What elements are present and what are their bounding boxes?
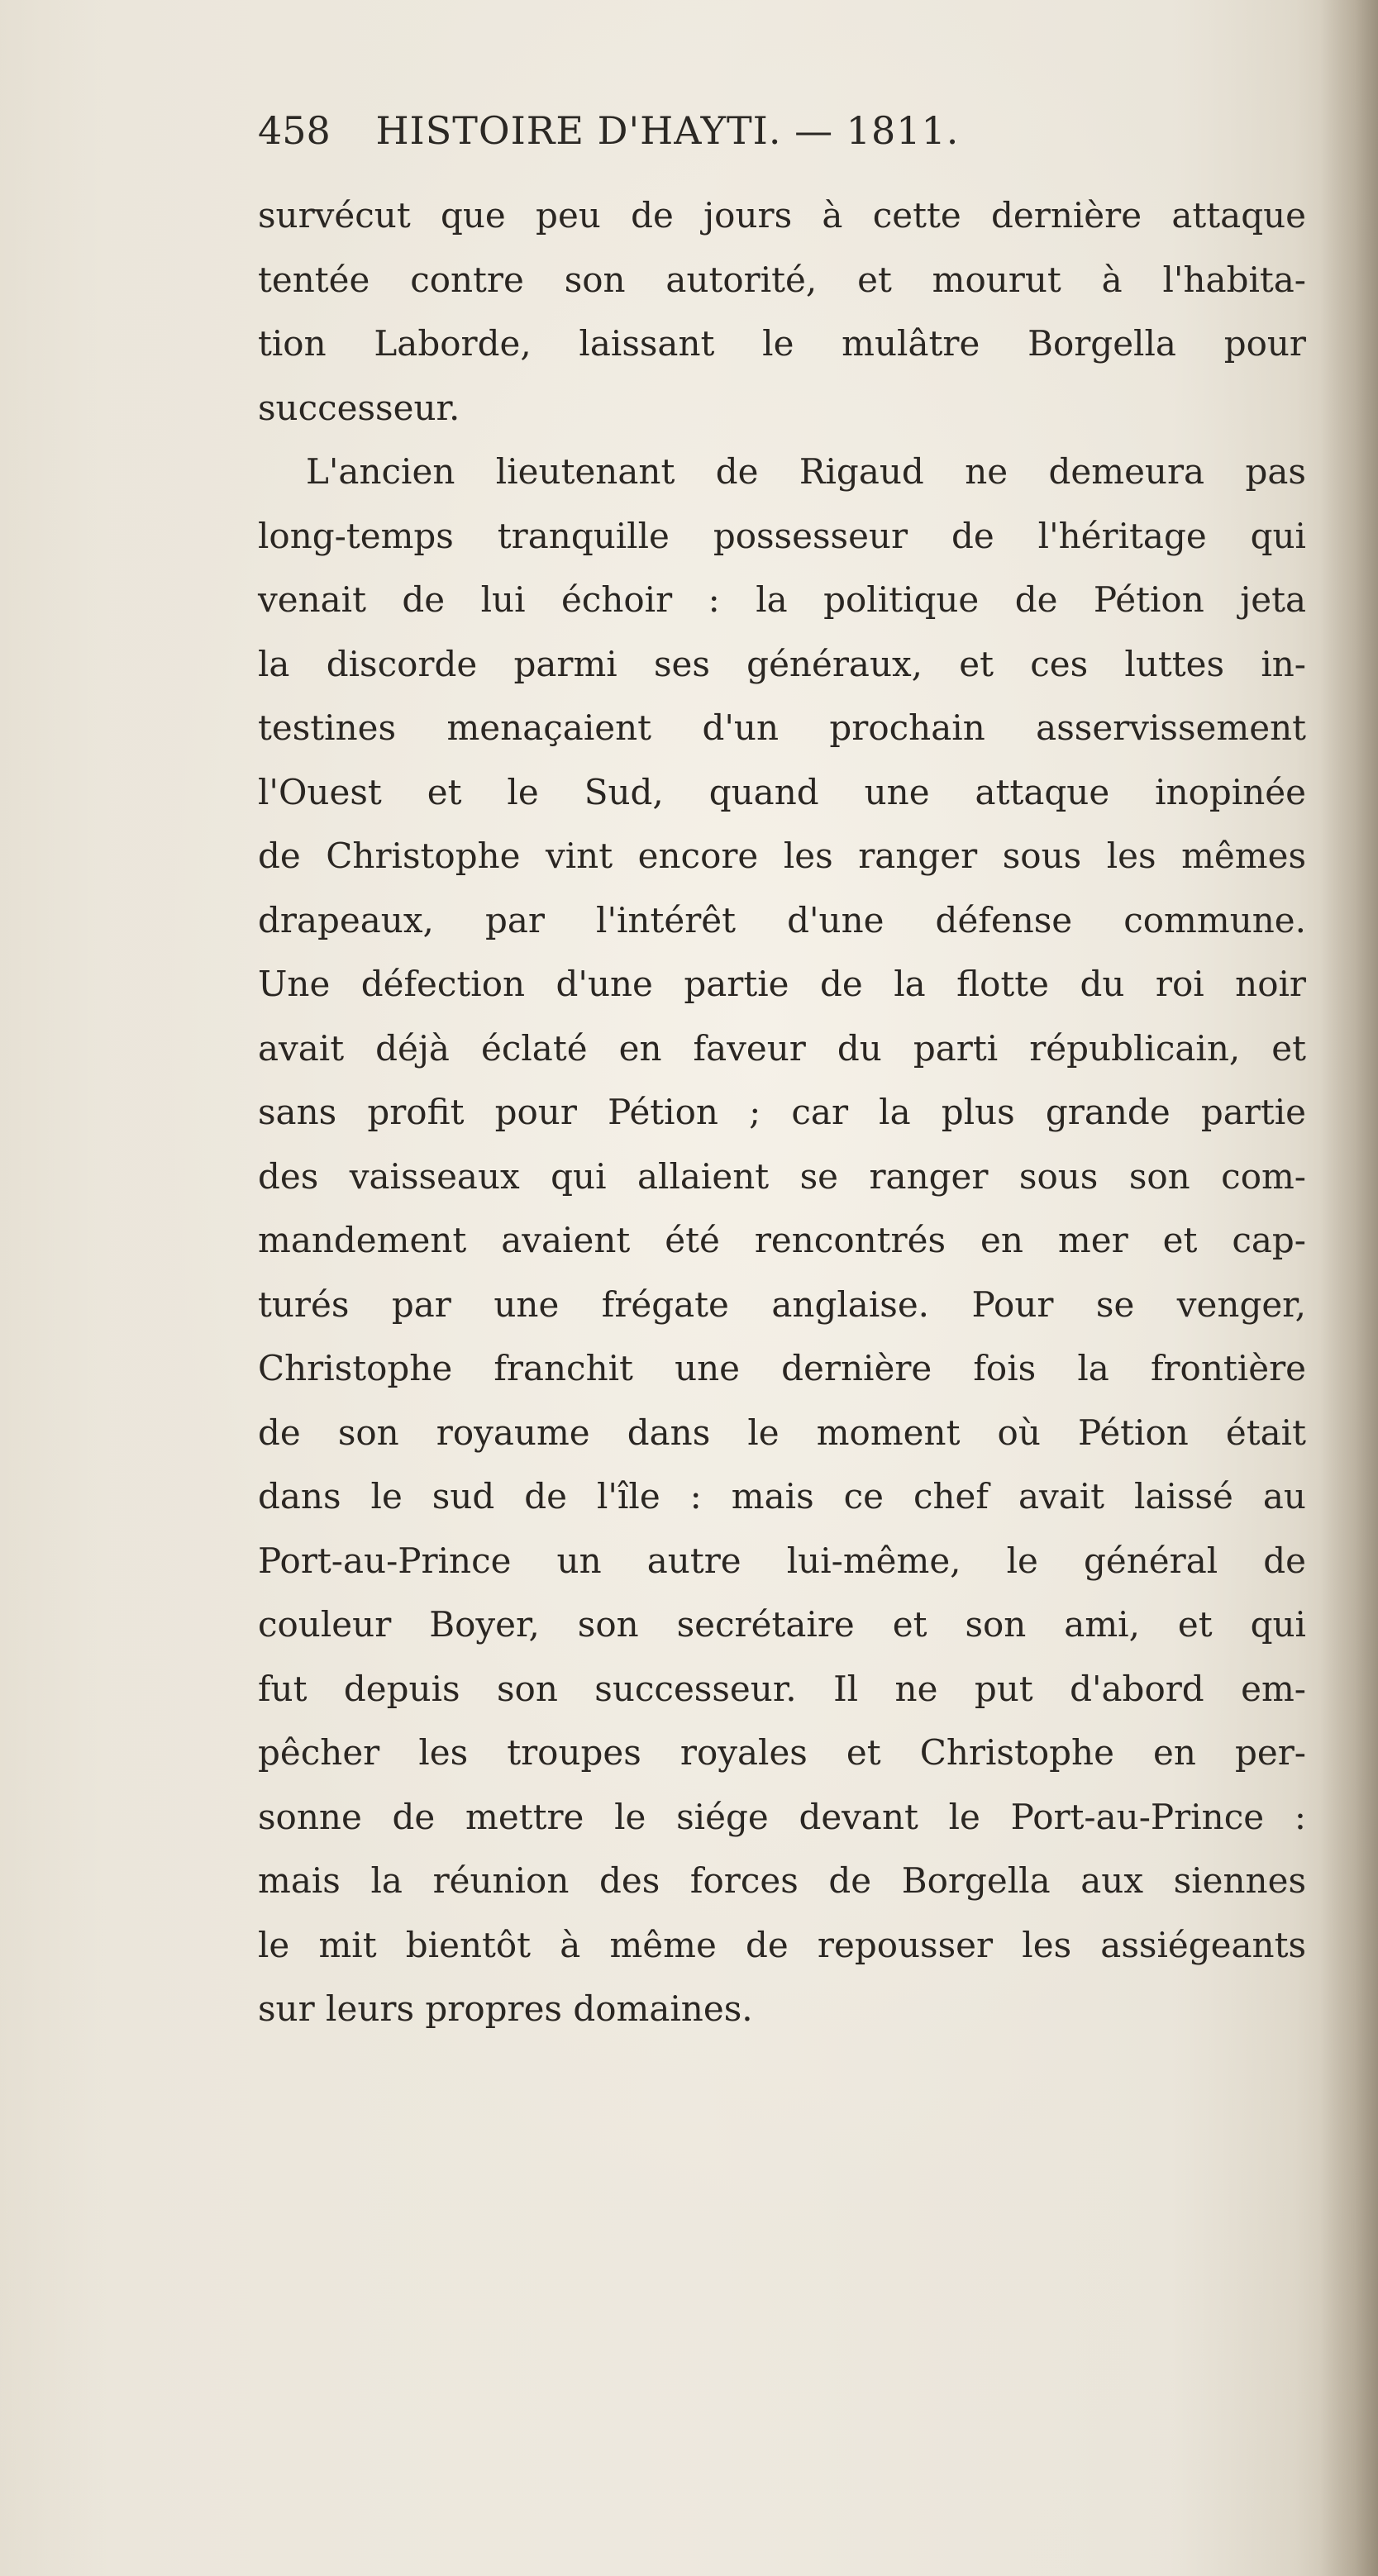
- text-line: de son royaume dans le moment où Pétion était: [258, 1412, 1306, 1453]
- text-line: turés par une frégate anglaise. Pour se venger,: [258, 1283, 1306, 1325]
- body-text: [258, 183, 1306, 2041]
- text-line: survécut que peu de jours à cette dernière attaque: [258, 195, 1306, 236]
- text-line: mandement avaient été rencontrés en mer et cap-: [258, 1220, 1306, 1260]
- text-line: tentée contre son autorité, et mourut à l'habita-: [258, 259, 1306, 300]
- text-line: fut depuis son successeur. Il ne put d'abord em-: [258, 1668, 1306, 1709]
- running-head: HISTOIRE D'HAYTI. — 1811.: [375, 108, 960, 153]
- text-line: tion Laborde, laissant le mulâtre Borgella pour: [258, 323, 1306, 364]
- text-line: pêcher les troupes royales et Christophe en per-: [258, 1732, 1306, 1773]
- text-line: de Christophe vint encore les ranger sous les mêmes: [258, 836, 1306, 876]
- text-line: sur leurs propres domaines.: [258, 1988, 753, 2029]
- text-line: testines menaçaient d'un prochain asservissement: [258, 707, 1306, 748]
- page-edge-shadow: [1320, 0, 1378, 2576]
- text-line: sans profit pour Pétion ; car la plus grande partie: [258, 1092, 1306, 1132]
- text-line: couleur Boyer, son secrétaire et son ami, et qui: [258, 1604, 1306, 1645]
- text-line: l'Ouest et le Sud, quand une attaque inopinée: [258, 771, 1306, 812]
- text-line: dans le sud de l'île : mais ce chef avait laissé au: [258, 1476, 1306, 1517]
- text-line: successeur.: [258, 387, 460, 428]
- text-line: L'ancien lieutenant de Rigaud ne demeura pas: [306, 451, 1306, 492]
- text-line: sonne de mettre le siége devant le Port-au-Prince :: [258, 1796, 1306, 1837]
- page-number: 458: [258, 108, 331, 153]
- text-line: venait de lui échoir : la politique de Pétion jeta: [258, 579, 1306, 620]
- page-header: [258, 98, 1126, 164]
- text-line: Christophe franchit une dernière fois la frontière: [258, 1348, 1306, 1388]
- text-line: mais la réunion des forces de Borgella aux siennes: [258, 1860, 1306, 1901]
- text-line: des vaisseaux qui allaient se ranger sous son com-: [258, 1155, 1306, 1197]
- text-line: drapeaux, par l'intérêt d'une défense commune.: [258, 899, 1306, 940]
- text-line: la discorde parmi ses généraux, et ces luttes in-: [258, 643, 1306, 684]
- text-line: Une défection d'une partie de la flotte du roi noir: [258, 964, 1306, 1004]
- text-line: avait déjà éclaté en faveur du parti républicain, et: [258, 1027, 1306, 1069]
- text-line: Port-au-Prince un autre lui-même, le général de: [258, 1540, 1306, 1581]
- text-line: le mit bientôt à même de repousser les assiégeants: [258, 1924, 1306, 1965]
- text-line: long-temps tranquille possesseur de l'héritage qui: [258, 515, 1306, 556]
